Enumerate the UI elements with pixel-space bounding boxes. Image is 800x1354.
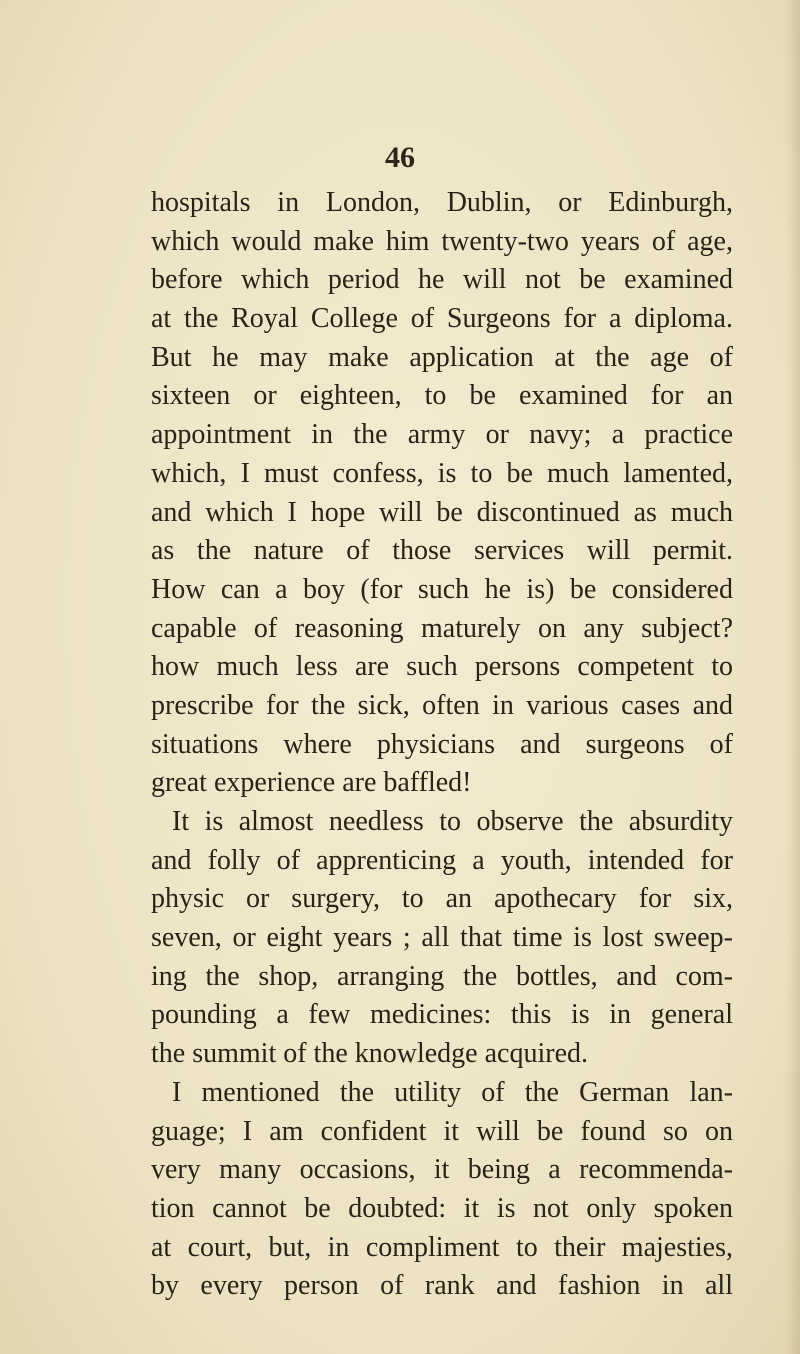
text-line: great experience are baffled! — [151, 767, 472, 799]
text-line: which, I must confess, is to be much lamented, — [151, 457, 733, 489]
text-line: tion cannot be doubted: it is not only spoken — [151, 1192, 733, 1224]
page-edge-shadow — [786, 0, 800, 1354]
text-line: very many occasions, it being a recommenda- — [151, 1154, 733, 1186]
text-line: It is almost needless to observe the absurdity — [172, 806, 733, 837]
text-line: how much less are such persons competent to — [151, 651, 733, 683]
page-number: 46 — [385, 141, 415, 174]
text-line: before which period he will not be examined — [151, 264, 733, 296]
text-line: at court, but, in compliment to their majesties, — [151, 1231, 733, 1263]
text-line: seven, or eight years ; all that time is lost sweep- — [151, 922, 733, 954]
text-line: as the nature of those services will permit. — [151, 535, 733, 567]
text-line: hospitals in London, Dublin, or Edinburgh, — [151, 187, 733, 218]
text-line: and folly of apprenticing a youth, intended for — [151, 844, 733, 876]
body-text — [151, 184, 733, 1306]
text-line: How can a boy (for such he is) be considered — [151, 573, 733, 605]
text-line: capable of reasoning maturely on any subject? — [151, 612, 733, 644]
text-line: and which I hope will be discontinued as much — [151, 496, 733, 528]
text-line: I mentioned the utility of the German lan- — [172, 1076, 733, 1108]
text-line: ing the shop, arranging the bottles, and com- — [151, 960, 733, 992]
text-line: by every person of rank and fashion in all — [151, 1270, 733, 1302]
text-line: But he may make application at the age of — [151, 341, 733, 373]
text-line: pounding a few medicines: this is in general — [151, 999, 733, 1031]
text-line: situations where physicians and surgeons of — [151, 728, 733, 760]
text-line: the summit of the knowledge acquired. — [151, 1038, 588, 1070]
text-line: guage; I am confident it will be found so on — [151, 1115, 733, 1147]
text-line: appointment in the army or navy; a practice — [151, 419, 733, 451]
text-line: at the Royal College of Surgeons for a diploma. — [151, 303, 733, 335]
text-line: which would make him twenty-two years of age, — [151, 225, 733, 257]
text-line: physic or surgery, to an apothecary for six, — [151, 883, 733, 915]
text-line: sixteen or eighteen, to be examined for an — [151, 380, 733, 412]
text-line: prescribe for the sick, often in various cases and — [151, 689, 733, 721]
